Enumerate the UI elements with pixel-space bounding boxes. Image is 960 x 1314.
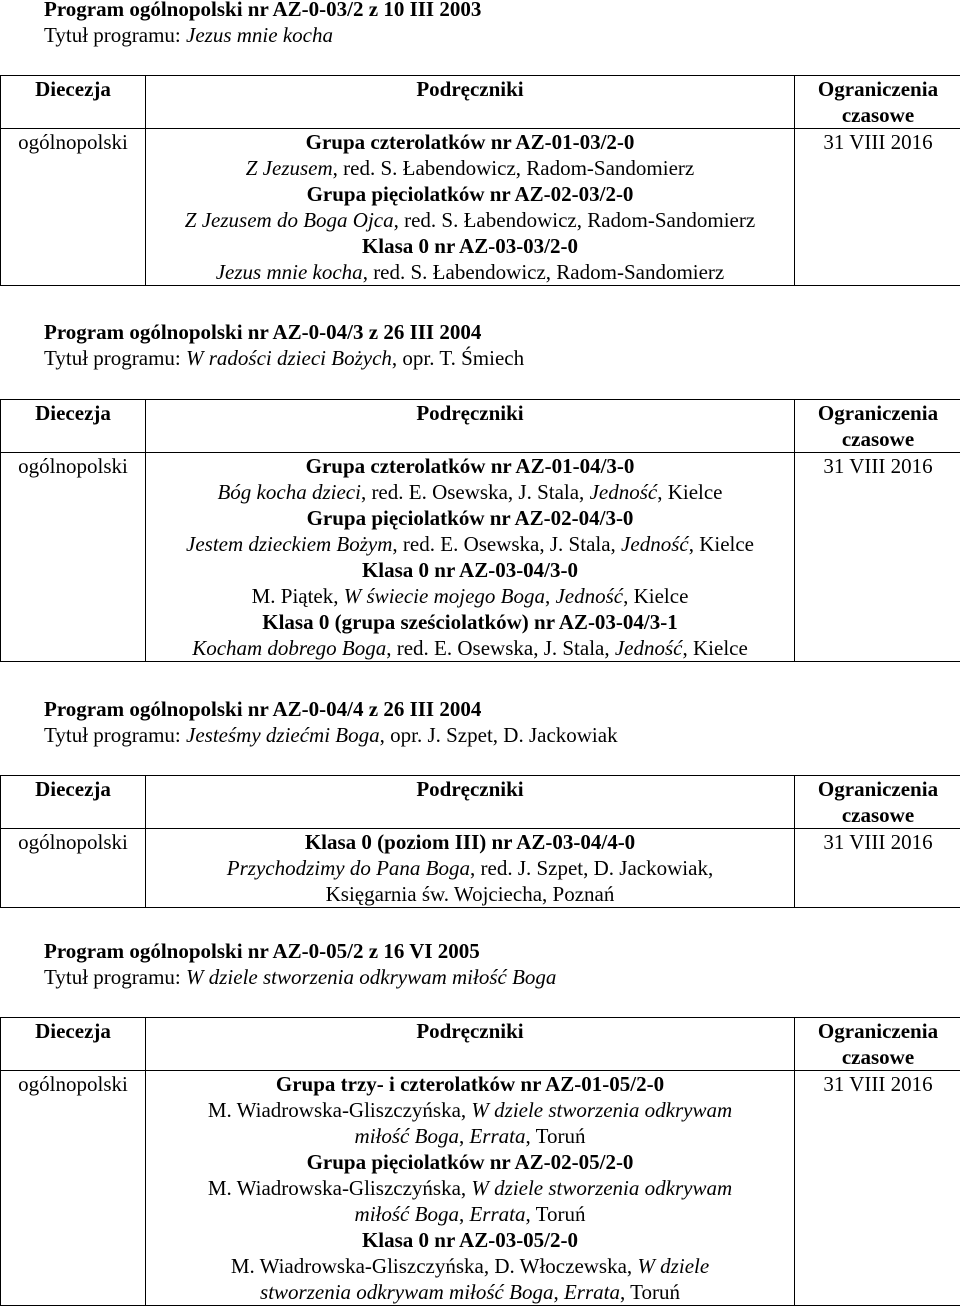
program-subtitle	[44, 345, 524, 371]
text: , Kielce	[688, 532, 754, 556]
program-header	[44, 0, 481, 48]
italic-text: Jezus mnie kocha	[215, 260, 363, 284]
textbook-description	[146, 635, 794, 661]
textbook-description	[146, 855, 794, 881]
header-limits	[795, 1018, 960, 1071]
diocese-cell: ogólnopolski	[1, 1071, 146, 1306]
table-row	[1, 829, 960, 908]
subtitle-title: Jesteśmy dziećmi Boga	[186, 723, 380, 747]
italic-text: miłość Boga	[354, 1124, 459, 1148]
textbook-title: Grupa trzy- i czterolatków nr AZ-01-05/2-0	[275, 1072, 665, 1096]
subtitle-prefix: Tytuł programu:	[44, 346, 187, 370]
text: , red. E. Osewska, J. Stala,	[386, 636, 615, 660]
textbook-title: Klasa 0 (grupa sześciolatków) nr AZ-03-04/3-1	[262, 610, 678, 634]
text: , Toruń	[525, 1202, 586, 1226]
textbook-title: Klasa 0 (poziom III) nr AZ-03-04/4-0	[304, 830, 636, 854]
text: , red. S. Łabendowicz, Radom-Sandomierz	[332, 156, 695, 180]
textbook-title: Grupa pięciolatków nr AZ-02-04/3-0	[306, 506, 634, 530]
textbook-description	[146, 1253, 794, 1279]
table-header-row	[1, 76, 960, 129]
header-textbooks: Podręczniki	[146, 776, 795, 829]
subtitle-title: Jezus mnie kocha	[186, 23, 333, 47]
textbook-title: Grupa pięciolatków nr AZ-02-03/2-0	[306, 182, 634, 206]
text: , Kielce	[682, 636, 748, 660]
subtitle-prefix: Tytuł programu:	[44, 23, 187, 47]
textbook-description	[146, 1123, 794, 1149]
textbook-title: Grupa pięciolatków nr AZ-02-05/2-0	[306, 1150, 634, 1174]
program-title: Program ogólnopolski nr AZ-0-03/2 z 10 III 2003	[44, 0, 482, 21]
text: ,	[458, 1124, 470, 1148]
italic-text: W dziele stworzenia odkrywam	[471, 1176, 733, 1200]
program-header	[44, 938, 556, 990]
italic-text: W dziele	[637, 1254, 710, 1278]
text: M. Wiadrowska-Gliszczyńska, D. Włoczewska,	[230, 1254, 638, 1278]
italic-text: Jestem dzieckiem Bożym	[186, 532, 393, 556]
header-limits-line2: czasowe	[841, 803, 915, 827]
textbooks-cell	[146, 1071, 795, 1306]
limit-cell: 31 VIII 2016	[795, 1071, 960, 1306]
subtitle-title: W dziele stworzenia odkrywam miłość Boga	[186, 965, 557, 989]
text: , red. E. Osewska, J. Stala,	[392, 532, 622, 556]
textbook-title: Klasa 0 nr AZ-03-05/2-0	[361, 1228, 579, 1252]
text: ,	[553, 1280, 564, 1304]
subtitle-prefix: Tytuł programu:	[44, 965, 187, 989]
textbook-description	[146, 207, 794, 233]
limit-cell: 31 VIII 2016	[795, 829, 960, 908]
textbooks-cell	[146, 829, 795, 908]
program-table	[0, 399, 960, 662]
subtitle-prefix: Tytuł programu:	[44, 723, 187, 747]
limit-cell: 31 VIII 2016	[795, 129, 960, 286]
textbook-description	[146, 1175, 794, 1201]
italic-text: Z Jezusem	[245, 156, 333, 180]
program-table	[0, 775, 960, 908]
table-header-row	[1, 400, 960, 453]
header-textbooks: Podręczniki	[146, 400, 795, 453]
text: ,	[544, 584, 556, 608]
italic-text: Jedność	[621, 532, 689, 556]
subtitle-title: W radości dzieci Bożych	[186, 346, 392, 370]
limit-cell: 31 VIII 2016	[795, 453, 960, 662]
textbook-description	[146, 1201, 794, 1227]
text: ,	[458, 1202, 470, 1226]
textbook-description	[146, 1279, 794, 1305]
text: , red. S. Łabendowicz, Radom-Sandomierz	[393, 208, 756, 232]
program-header	[44, 696, 618, 748]
italic-text: stworzenia odkrywam miłość Boga	[260, 1280, 554, 1304]
subtitle-suffix: , opr. T. Śmiech	[391, 346, 525, 370]
italic-text: W świecie mojego Boga	[343, 584, 545, 608]
header-diocese: Diecezja	[1, 1018, 146, 1071]
textbook-description	[146, 583, 794, 609]
header-limits	[795, 76, 960, 129]
textbook-description	[146, 531, 794, 557]
header-textbooks: Podręczniki	[146, 76, 795, 129]
italic-text: Z Jezusem do Boga Ojca	[184, 208, 394, 232]
textbooks-cell	[146, 453, 795, 662]
italic-text: Errata	[563, 1280, 620, 1304]
italic-text: Jedność	[614, 636, 683, 660]
textbook-description	[146, 881, 794, 907]
italic-text: Jedność	[589, 480, 658, 504]
italic-text: Jedność	[555, 584, 624, 608]
header-limits-line2: czasowe	[841, 103, 915, 127]
table-row	[1, 129, 960, 286]
textbook-description	[146, 155, 794, 181]
text: M. Piątek,	[251, 584, 344, 608]
header-limits-line2: czasowe	[841, 1045, 915, 1069]
program-title: Program ogólnopolski nr AZ-0-04/3 z 26 III 2004	[44, 320, 482, 344]
header-limits	[795, 776, 960, 829]
header-diocese: Diecezja	[1, 76, 146, 129]
italic-text: Bóg kocha dzieci	[217, 480, 361, 504]
text: Księgarnia św. Wojciecha, Poznań	[325, 882, 615, 906]
italic-text: Przychodzimy do Pana Boga	[226, 856, 470, 880]
text: , Toruń	[619, 1280, 680, 1304]
header-limits	[795, 400, 960, 453]
table-row	[1, 1071, 960, 1306]
text: , red. S. Łabendowicz, Radom-Sandomierz	[362, 260, 725, 284]
header-limits-line1: Ograniczenia	[817, 1019, 939, 1043]
text: , red. J. Szpet, D. Jackowiak,	[470, 856, 714, 880]
program-subtitle	[44, 964, 556, 990]
header-diocese: Diecezja	[1, 400, 146, 453]
text: , red. E. Osewska, J. Stala,	[360, 480, 590, 504]
italic-text: Errata	[469, 1124, 526, 1148]
textbook-title: Klasa 0 nr AZ-03-04/3-0	[361, 558, 579, 582]
text: , Toruń	[525, 1124, 586, 1148]
italic-text: miłość Boga	[354, 1202, 459, 1226]
header-limits-line2: czasowe	[841, 427, 915, 451]
text: , Kielce	[623, 584, 689, 608]
header-limits-line1: Ograniczenia	[817, 77, 939, 101]
textbook-description	[146, 1097, 794, 1123]
subtitle-suffix: , opr. J. Szpet, D. Jackowiak	[379, 723, 618, 747]
textbook-description	[146, 259, 794, 285]
header-limits-line1: Ograniczenia	[817, 777, 939, 801]
textbook-description	[146, 479, 794, 505]
program-subtitle	[44, 722, 618, 748]
textbooks-cell	[146, 129, 795, 286]
text: , Kielce	[657, 480, 723, 504]
program-header	[44, 319, 524, 371]
textbook-title: Klasa 0 nr AZ-03-03/2-0	[361, 234, 579, 258]
italic-text: W dziele stworzenia odkrywam	[471, 1098, 733, 1122]
header-textbooks: Podręczniki	[146, 1018, 795, 1071]
program-title: Program ogólnopolski nr AZ-0-04/4 z 26 III 2004	[44, 697, 482, 721]
header-limits-line1: Ograniczenia	[817, 401, 939, 425]
italic-text: Kocham dobrego Boga	[192, 636, 387, 660]
italic-text: Errata	[469, 1202, 526, 1226]
text: M. Wiadrowska-Gliszczyńska,	[207, 1098, 472, 1122]
header-diocese: Diecezja	[1, 776, 146, 829]
table-header-row	[1, 1018, 960, 1071]
program-title: Program ogólnopolski nr AZ-0-05/2 z 16 VI 2005	[44, 939, 480, 963]
table-header-row	[1, 776, 960, 829]
textbook-title: Grupa czterolatków nr AZ-01-03/2-0	[305, 130, 635, 154]
program-table	[0, 75, 960, 286]
program-table	[0, 1017, 960, 1306]
table-row	[1, 453, 960, 662]
diocese-cell: ogólnopolski	[1, 129, 146, 286]
diocese-cell: ogólnopolski	[1, 829, 146, 908]
textbook-title: Grupa czterolatków nr AZ-01-04/3-0	[305, 454, 635, 478]
text: M. Wiadrowska-Gliszczyńska,	[207, 1176, 472, 1200]
diocese-cell: ogólnopolski	[1, 453, 146, 662]
program-subtitle	[44, 22, 481, 48]
